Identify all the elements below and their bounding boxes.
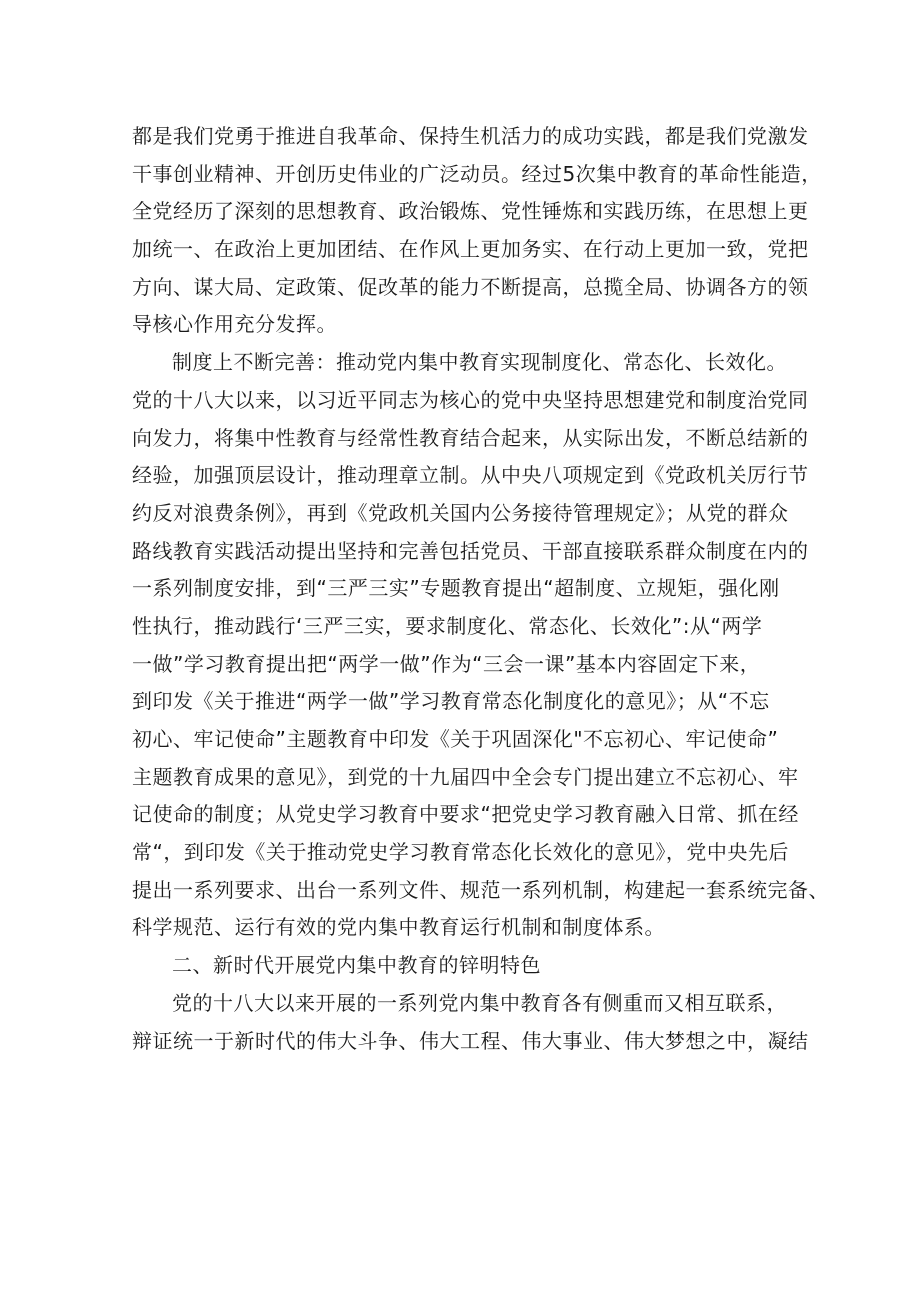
text-line: 记使命的制度；从党史学习教育中要求“把党史学习教育融入日常、抓在经 <box>132 802 799 827</box>
text-line: 主题教育成果的意见》，到党的十九届四中全会专门提出建立不忘初心、牢 <box>132 764 799 789</box>
text-line: 常“，到印发《关于推动党史学习教育常态化长效化的意见》，党中央先后 <box>132 840 789 865</box>
text-line: 党的十八大以来开展的一系列党内集中教育各有侧重而又相互联系， <box>172 990 787 1015</box>
text-line: 方向、谋大局、定政策、促改革的能力不断提高，总揽全局、协调各方的领 <box>132 274 809 299</box>
text-line: 提出一系列要求、出台一系列文件、规范一系列机制，构建起一套系统完备、 <box>132 877 829 902</box>
text-line: 二、新时代开展党内集中教育的锌明特色 <box>172 953 541 978</box>
text-line: 干事创业精神、开创历史伟业的广泛动员。经过5次集中教育的革命性能造， <box>132 161 822 186</box>
text-line: 路线教育实践活动提出坚持和完善包括党员、干部直接联系群众制度在内的 <box>132 538 809 563</box>
text-line: 一系列制度安排，到“三严三实”专题教育提出“超制度、立规矩，强化刚 <box>132 576 780 601</box>
text-line: 党的十八大以来，以习近平同志为核心的党中央坚持思想建党和制度治党同 <box>132 387 809 412</box>
text-line: 约反对浪费条例》，再到《党政机关国内公务接待管理规定》；从党的群众 <box>132 500 789 525</box>
text-line: 到印发《关于推进“两学一做”学习教育常态化制度化的意见》；从“不忘 <box>132 689 770 714</box>
text-line: 科学规范、运行有效的党内集中教育运行机制和制度体系。 <box>132 915 665 940</box>
text-line: 加统一、在政治上更加团结、在作风上更加务实、在行动上更加一致，党把 <box>132 237 809 262</box>
text-line: 向发力，将集中性教育与经常性教育结合起来，从实际出发，不断总结新的 <box>132 425 809 450</box>
text-line: 性执行，推动践行‘三严三实，要求制度化、常态化、长效化”:从“两学 <box>132 613 763 638</box>
text-line: 辩证统一于新时代的伟大斗争、伟大工程、伟大事业、伟大梦想之中，凝结 <box>132 1028 809 1053</box>
text-line: 经验，加强顶层设计，推动理章立制。从中央八项规定到《党政机关厉行节 <box>132 463 809 488</box>
text-line: 一做”学习教育提出把“两学一做”作为“三会一课”基本内容固定下来， <box>132 651 761 676</box>
text-line: 导核心作用充分发挥。 <box>132 312 337 337</box>
text-line: 都是我们党勇于推进自我革命、保持生机活力的成功实践，都是我们党激发 <box>132 124 809 148</box>
text-line: 全党经历了深刻的思想教育、政治锻炼、党性锤炼和实践历练，在思想上更 <box>132 199 809 224</box>
text-line: 制度上不断完善：推动党内集中教育实现制度化、常态化、长效化。 <box>172 350 787 375</box>
text-line: 初心、牢记使命”主题教育中印发《关于巩固深化"不忘初心、牢记使命” <box>132 727 779 751</box>
document-body <box>132 118 829 1060</box>
